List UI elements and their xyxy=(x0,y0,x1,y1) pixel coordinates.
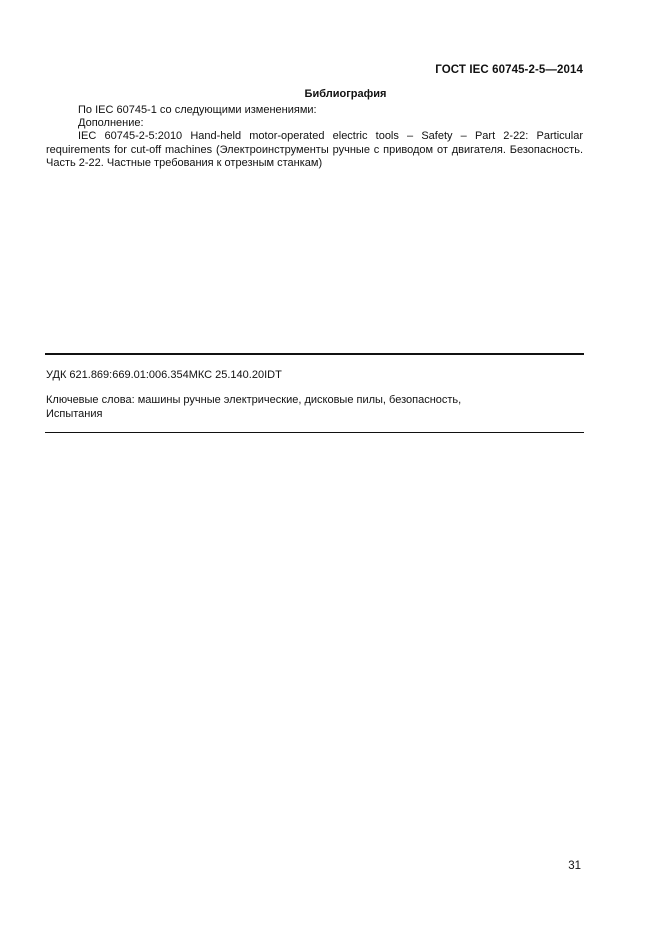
page-number: 31 xyxy=(568,860,581,872)
keywords-line-continued: Испытания xyxy=(46,407,103,420)
bibliography-title: Библиография xyxy=(304,88,387,100)
standard-code-header: ГОСТ IEC 60745-2-5—2014 xyxy=(435,64,583,76)
bibliography-entry: IEC 60745-2-5:2010 Hand-held motor-operated electric tools – Safety – Part 2-22: Particular requirements for cut-off machines (Электроинструменты ручные с приводом от двигателя. Безопасность. Часть 2-22. Частные требования к отрезным станкам) xyxy=(46,130,583,169)
keywords-line: Ключевые слова: машины ручные электрические, дисковые пилы, безопасность, xyxy=(46,394,462,406)
bibliography-addition-label: Дополнение: xyxy=(78,117,144,130)
udk-classification: УДК 621.869:669.01:006.354МКС 25.140.20IDT xyxy=(46,369,282,381)
top-divider xyxy=(45,353,584,355)
bibliography-intro-line: По IEC 60745-1 со следующими изменениями: xyxy=(78,104,317,116)
keywords-block xyxy=(46,394,586,421)
bibliography-body xyxy=(46,104,583,170)
bottom-divider xyxy=(45,432,584,433)
